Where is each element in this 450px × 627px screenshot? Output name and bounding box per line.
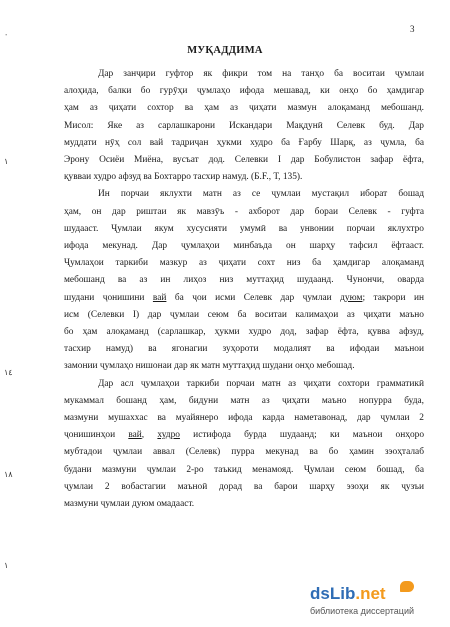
margin-mark: ١ bbox=[4, 561, 9, 570]
text-line: Эрону Осиёи Миёна, вусъат дод. Селевки I дар Бобулистон зафар ёфта, bbox=[64, 155, 424, 166]
text-line: Ҷумлаҳои таркиби мазкур аз ҷиҳати сохт низ ба ҳамдигар алоқаманд bbox=[64, 258, 424, 269]
paragraph bbox=[64, 186, 424, 375]
text-line: муддати нӯҳ сол вай тадриҷан ҳукми худро ба Ғарбу Шарқ, аз ҷумла, ба bbox=[64, 137, 424, 148]
text-line: мукаммал бошанд ҳам, бидуни матн аз ҷиҳати маъно нопурра буда, bbox=[64, 395, 424, 406]
text-line: тасхир намуд) ва ягонагии зуҳороти модалият ва ифодаи маънои bbox=[64, 344, 424, 355]
margin-mark: ٠ bbox=[4, 30, 9, 39]
text-line: замонии ҷумлаҳо нишонаи дар як матн муттаҳид шудани онҳо мебошад. bbox=[64, 361, 355, 372]
speech-bubble-icon bbox=[400, 581, 414, 592]
text-line: ҳам, он дар риштаи як мавзӯъ - ахборот дар бораи Селевк - гуфта bbox=[64, 206, 424, 217]
text-line: мебошанд ва аз ин лиҳоз низ муттаҳид шудаанд. Чунончи, оварда bbox=[64, 275, 424, 286]
text-line: будани мазмуни ҷумлаи 2-ро таъкид менамояд. Ҷумлаи сеюм бошад, ба bbox=[64, 464, 424, 475]
text-line: мазмуни ҷумлаи дуюм омадааст. bbox=[64, 499, 195, 510]
text-line: алоҳида, балки бо гурӯҳи ҷумлаҳо ифода мешавад, ки онҳо бо ҳамдигар bbox=[64, 86, 424, 97]
document-body bbox=[64, 66, 424, 513]
text-line: Дар асл ҷумлаҳои таркиби порчаи матн аз ҷиҳати сохтори грамматикӣ bbox=[98, 378, 424, 389]
text-line: ҷумлаи 2 вобастагии маъноӣ дорад ва барои шарҳу эзоҳи як ҷузъи bbox=[64, 481, 424, 492]
text-line: мубтадои ҷумлаи аввал (Селевк) пурра мекунад ва бо ҳамин зэоҳталаб bbox=[64, 447, 424, 458]
text-line: мазмуни мушаххас ва муайянеро ифода карда наметавонад, дар ҷумлаи 2 bbox=[64, 413, 424, 424]
text-line: шудааст. Ҷумлаи якум хусусияти умумӣ ва унвонии порчаи яклухтро bbox=[64, 223, 424, 234]
watermark-caption: библиотека диссертаций bbox=[310, 606, 415, 616]
text-line: ҳам аз ҷиҳати сохтор ва ҳам аз ҷиҳати мазмун алоқаманд мебошанд. bbox=[64, 103, 424, 114]
text-line: Мисол: Яке аз сарлашкарони Искандари Мақдунӣ Селевк буд. Дар bbox=[64, 120, 424, 131]
margin-mark: ١ bbox=[4, 157, 9, 166]
text-line: Ин порчаи яклухти матн аз се ҷумлаи мустақил иборат бошад bbox=[98, 189, 424, 200]
text-line: ифода мекунад. Дар ҷумлаҳои минбаъда он шарҳу тафсил ёфтааст. bbox=[64, 241, 424, 252]
site-watermark bbox=[310, 584, 446, 624]
page-title: МУҚАДДИМА bbox=[187, 45, 263, 56]
text-line: ҷонишинҳои вай, худро истифода бурда шудаанд; ки маънои онҳоро bbox=[64, 430, 425, 441]
margin-mark: ١٤ bbox=[4, 368, 13, 377]
paragraph bbox=[64, 66, 424, 186]
paragraph bbox=[64, 376, 424, 514]
page-number: 3 bbox=[410, 24, 415, 34]
watermark-logo: dsLib.net bbox=[310, 584, 386, 603]
margin-mark: ١٨ bbox=[4, 470, 13, 479]
text-line: бо ҳам алоқаманд (сарлашкар, ҳукми худро дод, зафар ёфта, қувва афзуд, bbox=[64, 327, 424, 338]
text-line: Дар занҷири гуфтор як фикри том на танҳо ба воситаи ҷумлаи bbox=[98, 69, 424, 79]
text-line: шудани ҷонишини вай ба ҷои исми Селевк дар ҷумлаи дуюм; такрори ин bbox=[64, 292, 425, 303]
text-line: қувваи худро афзуд ва Бохтарро тасхир намуд. (Б.F., Т, 135). bbox=[64, 172, 303, 183]
text-line: исм (Селевки I) дар ҷумлаи сеюм ба воситаи калимаҳои аз ҷиҳати маъно bbox=[64, 309, 424, 320]
